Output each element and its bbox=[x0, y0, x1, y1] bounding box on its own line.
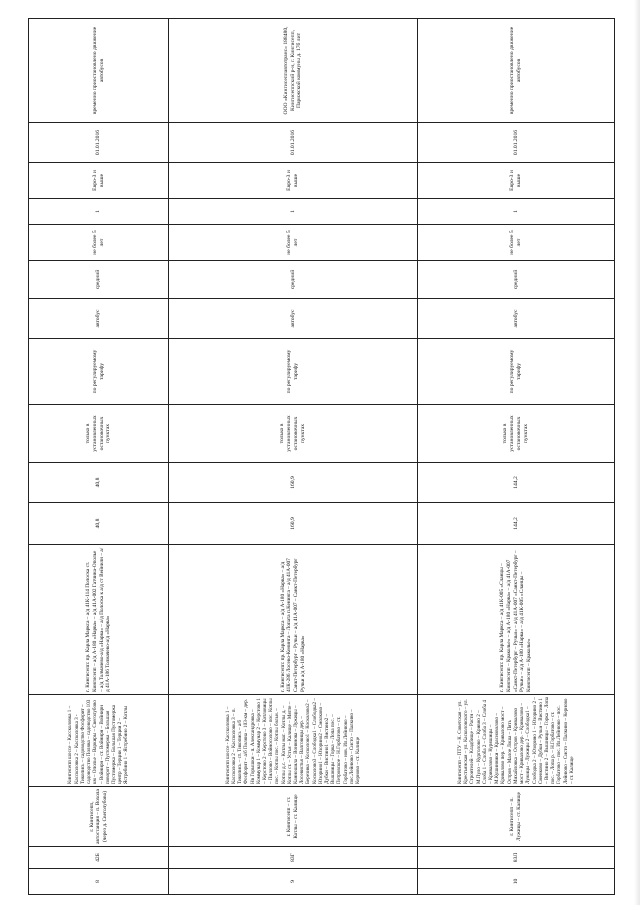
max-vehicle-age: не более 5 лет bbox=[169, 225, 418, 261]
route-name: г. Кингисепп – ст. Котлы – ст. Калище bbox=[169, 787, 418, 847]
route-streets: г. Кингисепп: пр. Карла Маркса – а/д 41К-005 «Сланцы – Кингисепп – Краколье» – а/д А-180 «Нарва» – а/д 41А-007 «Санкт-Петербург – Ручьи» – а/д 41А-007 «Санкт-Петербург – Ручьи» – а/д А-180 «Нарва» – а/д 41К-005 «Сланцы – Кингисепп – Краколье» bbox=[418, 545, 615, 695]
vehicle-count: 1 bbox=[169, 199, 418, 225]
route-streets: г. Кингисепп: пр. Карла Маркса – а/д А-180 «Нарва» – а/д 41К-286 Лосево-Кенинга – Лопата п.Кенинга – а/д 41А-007 Санкт-Петербург – Ручьи – а/д 41А-007 – Санкт-Петербург Ручьи а/д А-180 «Нарва» bbox=[169, 545, 418, 695]
registration-number: 83Г bbox=[169, 847, 418, 869]
max-vehicle-age: не более 5 лет bbox=[418, 225, 615, 261]
registration-number: 42Б bbox=[29, 847, 169, 869]
start-date: 01.01.2016 bbox=[29, 123, 169, 163]
tariff-type: по регулируемому тарифу bbox=[418, 339, 615, 405]
length-back: 40,8 bbox=[29, 463, 169, 503]
start-date: 01.01.2016 bbox=[418, 123, 615, 163]
carrier-info: временно приостановлено движение автобусов bbox=[418, 19, 615, 123]
route-name: г. Кингисепп – п. Лужицы – ст. Калище bbox=[418, 787, 615, 847]
table-row bbox=[418, 19, 615, 895]
carrier-info: ООО «Кингисеппавтотранс» 188480, Кингисеппский р-н, г. Кингисепп, Парижской коммуны д. 17б лит bbox=[169, 19, 418, 123]
route-registry-table bbox=[28, 18, 615, 895]
vehicle-type: автобус bbox=[29, 299, 169, 339]
length-back: 144,2 bbox=[418, 463, 615, 503]
vehicle-class: средний bbox=[169, 261, 418, 299]
vehicle-type: автобус bbox=[418, 299, 615, 339]
tariff-type: по регулируемому тарифу bbox=[169, 339, 418, 405]
row-number: 9 bbox=[169, 869, 418, 895]
scan-shadow-edge bbox=[634, 0, 640, 905]
start-date: 01.01.2016 bbox=[169, 123, 418, 163]
route-stops: Кингисепп – ПТУ – К. Советская – ул. Крестьянская – ул. Касколовского – ул. Строителей – Кладбище – Растн – М.Пуло – Курголово – Кривно 2 – Слоба 1 – Слоба 2 – Слоба 3 – Слоба 4 – Кривалово – Куряшицы – М.Кушинники – Красноволово – Кривалово пер. – Кривалово мост – Остров – Малое Лоша – Пять Михайловка – Остров – Кривалово мост – Кривалово дер. – Кривалово – Лужицы – Лужицы 2 – Слободка1 – Слободка 2 – Юзорино 1 – Юзорино 2 – Сменково – Дубки – Ручьи – Вистино 1 – Вистино 2 – Вышницы – Горка – Лопа пос. – Лопа р. – Н.Горбатово – ст. Горбатово – пос. Ил.Лейнюво – пос. Лейнюво – Систо – Палкино – Керново – ст. Калище bbox=[418, 695, 615, 787]
route-name: г. Кингисепп, автостанция – п. Вохола (через д. Свеголубово) bbox=[29, 787, 169, 847]
route-stops: Кингисепп шоссе - Кассколовка 1 – Кассколовка 2 – Кассколовка 3 – п. Тикопись – ст. Тикопись – а/б Фосфорит – а/б Поляна – 103-км – дер. Нв Горышки – п. Александровка – Коммунар 1 – Коммунар 2 – Керстово 1 – Керстово 2 – Керстово 3 – Котловицы – Пиллово – Войносолово – пос. Котлы пос. – Котлы пос. – Котлы больн. – Котлы д.с. – Котлы маг. – Котлы д. – Котлы ст. – Устья – Калище – Мятте – Канношила – Вонннова – Лужицы – Лосевистья – Валговицы дер. – Березина – Косколово1 – Косколово2 – Косколово3 – Слободка1 – Слободка2 – Юзорино1 – Юзорино2 – Смолково – Дубки – Вистино1 – Вистино2 – Вышницы – Горка – Лопа пос. – Петровское – Н.Горбатово – ст. Горбатово – нов. Ил.Лейнюво – пос.Лейнюво – Систо – Палкино – Керново – ст. Калище bbox=[169, 695, 418, 787]
row-number: 8 bbox=[29, 869, 169, 895]
stop-order: только в установленных остановочных пунктах bbox=[169, 405, 418, 463]
table-row bbox=[29, 19, 169, 895]
vehicle-count: 1 bbox=[418, 199, 615, 225]
registration-number: 83Л bbox=[418, 847, 615, 869]
vehicle-class: средний bbox=[418, 261, 615, 299]
max-vehicle-age: не более 5 лет bbox=[29, 225, 169, 261]
eco-class: Евро-3 и выше bbox=[169, 163, 418, 199]
vehicle-class: средний bbox=[29, 261, 169, 299]
tariff-type: по регулируемому тарифу bbox=[29, 339, 169, 405]
stop-order: только в установленных остановочных пунктах bbox=[418, 405, 615, 463]
length-forward: 40,8 bbox=[29, 503, 169, 545]
table-row bbox=[169, 19, 418, 895]
length-back: 160,9 bbox=[169, 463, 418, 503]
row-number: 10 bbox=[418, 869, 615, 895]
eco-class: Евро-3 и выше bbox=[418, 163, 615, 199]
stop-order: только в установленных остановочных пунктах bbox=[29, 405, 169, 463]
route-streets: г. Кингисепп: пр. Карла Маркса – а/д 41К-114 Полоска ст. Кингисепп – а/д А-180 «Нарва» – а/д 41А-002 Гатчина-Ополье – а/д Толмачево-а/д «Нарва» – а/д Полоска к а/д ст Вейнилн – а/д 41А-186 Толмачево-а/д «Нарва» bbox=[29, 545, 169, 695]
vehicle-count: 1 bbox=[29, 199, 169, 225]
vehicle-type: автобус bbox=[169, 299, 418, 339]
route-stops: Кингисепп шоссе – Кассколовка 1 – Кассколовка 2 – Кассколовка 3 - Тикопись – садоводство Фосфорит – садоводство Поляна – садоводство 103 км – Ополье – Варкиры – Свеголубово – Войнирн – ст. Войнирн – Войнирн поворот – Пустомержа – Большая Пустомержа – Большая Пустомержа центр – Терции 1 – Терции 2 – Ястребино 1 – Ястребино 2 – Котлы bbox=[29, 695, 169, 787]
carrier-info: временно приостановлено движение автобусов bbox=[29, 19, 169, 123]
length-forward: 144,2 bbox=[418, 503, 615, 545]
eco-class: Евро-3 и выше bbox=[29, 163, 169, 199]
length-forward: 160,9 bbox=[169, 503, 418, 545]
